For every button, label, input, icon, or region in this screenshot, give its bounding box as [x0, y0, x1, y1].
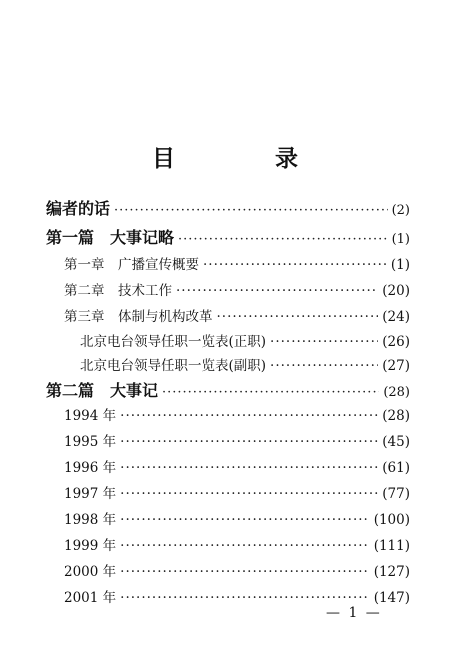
toc-entry-label: 1996 年	[64, 460, 117, 476]
leader-dots	[270, 358, 378, 374]
toc-entry-label: 第二篇 大事记	[46, 381, 159, 400]
toc-entry-label: 编者的话	[46, 199, 111, 218]
toc-entry-label: 第三章 体制与机构改革	[64, 309, 213, 325]
toc-entry-page: (1)	[391, 232, 410, 247]
toc-entry-year-1999[interactable]	[64, 534, 410, 558]
toc-entry-label: 第二章 技术工作	[64, 283, 172, 299]
leader-dots	[176, 283, 378, 299]
toc-entry-label: 第一章 广播宣传概要	[64, 257, 199, 273]
toc-entry-page: (28)	[382, 408, 410, 424]
leader-dots	[114, 203, 388, 218]
toc-entry-label: 2001 年	[64, 590, 117, 606]
toc-entry-chapter-3[interactable]	[64, 305, 410, 329]
toc-entry-part-two[interactable]	[46, 378, 410, 402]
toc-entry-leadership-table-principal[interactable]	[80, 330, 410, 354]
toc-entry-year-1997[interactable]	[64, 482, 410, 506]
toc-entry-chapter-1[interactable]	[64, 253, 410, 277]
toc-entry-chapter-2[interactable]	[64, 279, 410, 303]
toc-entry-label: 北京电台领导任职一览表(副职)	[80, 358, 267, 374]
leader-dots	[120, 486, 378, 502]
toc-entry-page: (45)	[382, 434, 410, 450]
leader-dots	[120, 408, 378, 424]
toc-entry-page: (77)	[382, 486, 410, 502]
toc-entry-page: (147)	[373, 590, 410, 606]
leader-dots	[270, 334, 378, 350]
toc-entry-leadership-table-deputy[interactable]	[80, 354, 410, 378]
toc-entry-page: (28)	[383, 385, 410, 400]
toc-entry-label: 第一篇 大事记略	[46, 228, 175, 247]
leader-dots	[120, 434, 378, 450]
toc-entry-page: (27)	[382, 358, 410, 374]
toc-entry-page: (24)	[382, 309, 410, 325]
leader-dots	[203, 257, 387, 273]
toc-entry-page: (111)	[373, 538, 410, 554]
leader-dots	[217, 309, 379, 325]
toc-entry-label: 1999 年	[64, 538, 117, 554]
page-title: 目 录	[151, 146, 344, 172]
toc-entry-label: 1994 年	[64, 408, 117, 424]
toc-entry-label: 2000 年	[64, 564, 117, 580]
toc-entry-label: 1998 年	[64, 512, 117, 528]
toc-entry-page: (1)	[390, 257, 410, 273]
page-number: — 1 —	[326, 605, 382, 621]
toc-entry-editors-note[interactable]	[46, 196, 410, 220]
toc-entry-label: 1997 年	[64, 486, 117, 502]
leader-dots	[178, 232, 388, 247]
toc-entry-year-2000[interactable]	[64, 560, 410, 584]
toc-entry-year-1994[interactable]	[64, 404, 410, 428]
toc-entry-label: 1995 年	[64, 434, 117, 450]
toc-entry-year-1998[interactable]	[64, 508, 410, 532]
leader-dots	[162, 385, 379, 400]
leader-dots	[120, 512, 370, 528]
toc-entry-label: 北京电台领导任职一览表(正职)	[80, 334, 267, 350]
toc-entry-year-1996[interactable]	[64, 456, 410, 480]
leader-dots	[120, 590, 370, 606]
toc-entry-page: (20)	[382, 283, 410, 299]
leader-dots	[120, 564, 370, 580]
toc-entry-year-1995[interactable]	[64, 430, 410, 454]
leader-dots	[120, 460, 378, 476]
leader-dots	[120, 538, 370, 554]
toc-entry-page: (61)	[382, 460, 410, 476]
toc-entry-part-one[interactable]	[46, 225, 410, 249]
toc-entry-page: (26)	[382, 334, 410, 350]
toc-entry-page: (100)	[373, 512, 410, 528]
toc-entry-page: (127)	[373, 564, 410, 580]
toc-entry-page: (2)	[391, 203, 410, 218]
